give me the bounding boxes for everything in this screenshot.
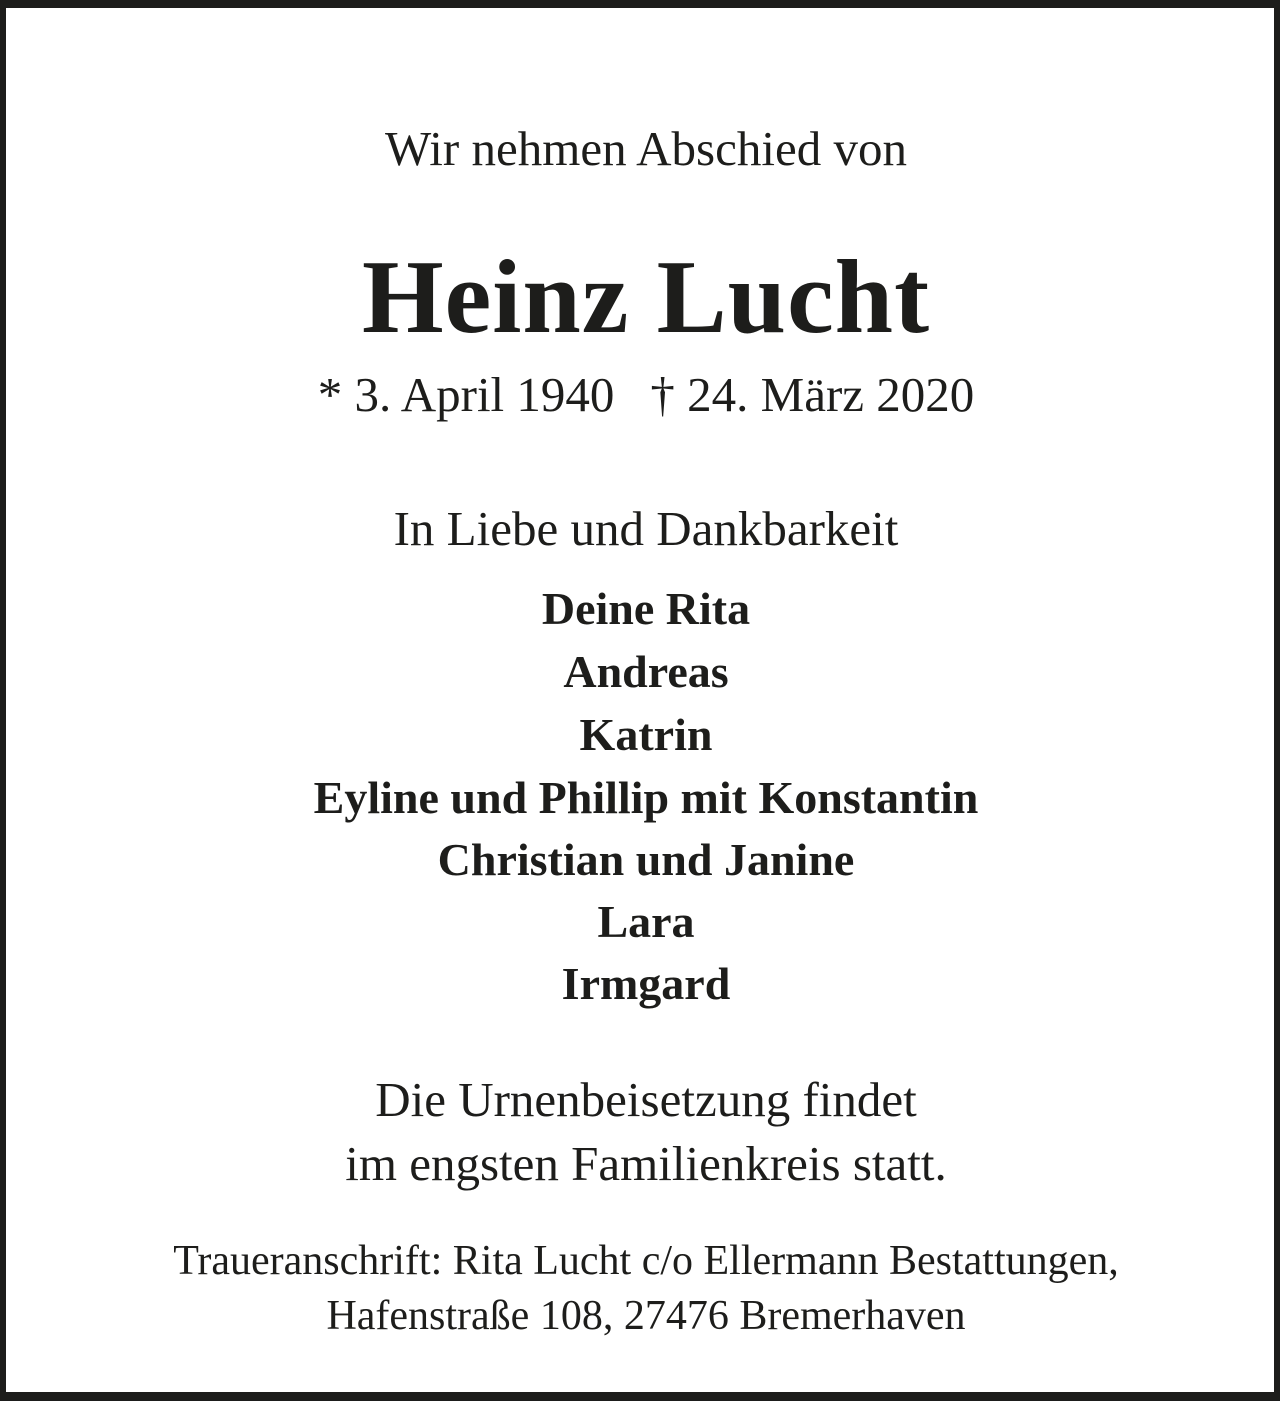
- burial-note-line: Die Urnenbeisetzung findet: [375, 1072, 917, 1127]
- mourner-name: Andreas: [563, 646, 729, 697]
- mourning-address-line: Hafenstraße 108, 27476 Bremerhaven: [326, 1293, 966, 1339]
- mourner-name: Katrin: [579, 709, 713, 760]
- mourner-name: Lara: [597, 896, 695, 947]
- mourner-name: Eyline und Phillip mit Konstantin: [313, 772, 979, 823]
- mourning-address-line: Traueranschrift: Rita Lucht c/o Ellermann Bestattungen,: [173, 1238, 1119, 1284]
- death-date: † 24. März 2020: [650, 367, 975, 422]
- deceased-name: Heinz Lucht: [361, 238, 931, 355]
- burial-note-line: im engsten Familienkreis statt.: [345, 1136, 947, 1191]
- birth-date: * 3. April 1940: [317, 367, 615, 422]
- mourner-name: Deine Rita: [541, 583, 751, 634]
- mourner-name: Christian und Janine: [437, 834, 855, 885]
- thanks-line: In Liebe und Dankbarkeit: [393, 501, 899, 556]
- intro-text: Wir nehmen Abschied von: [385, 121, 907, 176]
- life-dates: [6, 367, 1280, 422]
- mourner-name: Irmgard: [561, 958, 731, 1009]
